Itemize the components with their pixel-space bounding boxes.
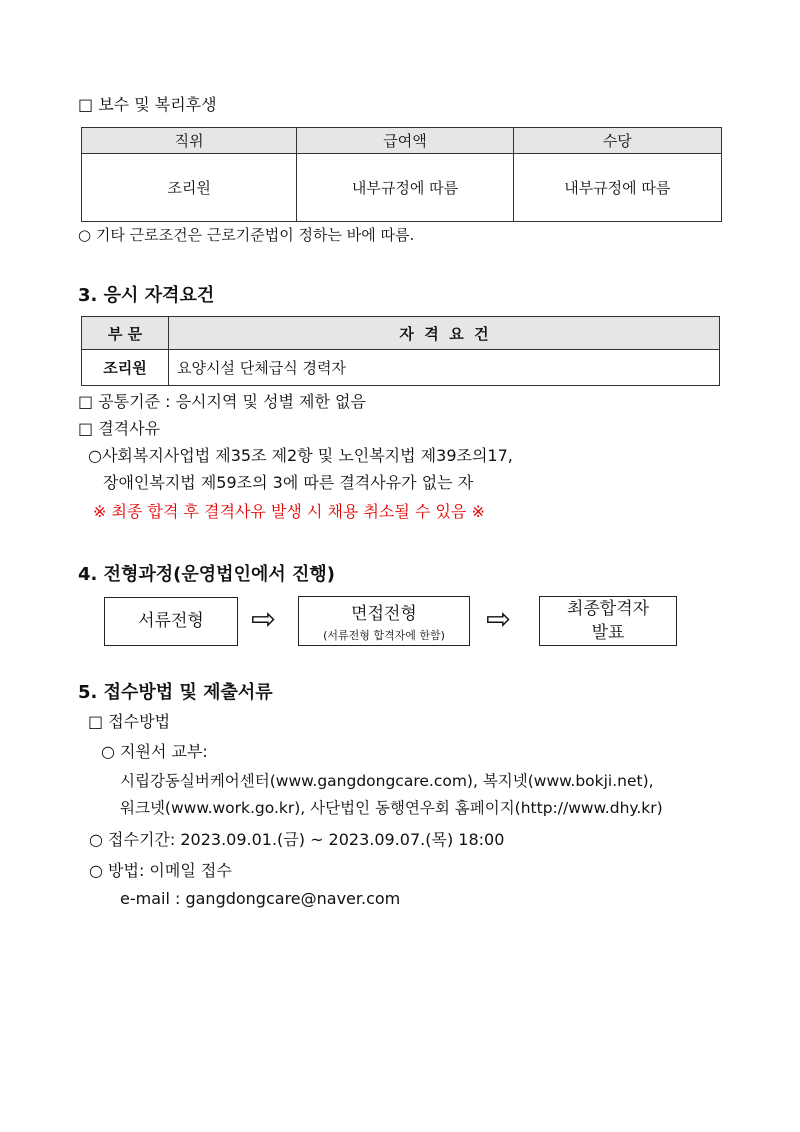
application-email: e-mail : gangdongcare@naver.com [120, 889, 401, 908]
step-interview [298, 596, 470, 646]
step-interview-label: 면접전형 [351, 604, 417, 624]
application-form-label: ○ 지원서 교부: [101, 742, 208, 761]
pay-note: ○ 기타 근로조건은 근로기준법이 정하는 바에 따름. [78, 226, 415, 244]
disqualification-line1: ○사회복지사업법 제35조 제2항 및 노인복지법 제39조의17, [88, 446, 513, 465]
qual-header-req: 자 격 요 건 [169, 317, 720, 350]
pay-header-salary: 급여액 [297, 128, 513, 154]
step-final-line1: 최종합격자 [566, 599, 650, 619]
pay-cell-position: 조리원 [82, 154, 297, 222]
step-interview-note: (서류전형 합격자에 한함) [323, 629, 445, 642]
step-final-line2: 발표 [591, 623, 625, 643]
disqualification-title: □ 결격사유 [78, 419, 161, 438]
cancellation-warning: ※ 최종 합격 후 결격사유 발생 시 채용 취소될 수 있음 ※ [93, 502, 485, 521]
arrow-right-icon: ⇨ [251, 602, 277, 637]
step-document-label: 서류전형 [138, 611, 204, 631]
pay-cell-allowance: 내부규정에 따름 [513, 154, 721, 222]
section4-heading: 4. 전형과정(운영법인에서 진행) [78, 564, 336, 585]
pay-header-position: 직위 [82, 128, 297, 154]
application-sites-line1: 시립강동실버케어센터(www.gangdongcare.com), 복지넷(www.bokji.net), [120, 772, 654, 790]
qual-header-dept: 부 문 [82, 317, 169, 350]
pay-cell-salary: 내부규정에 따름 [297, 154, 513, 222]
section5-heading: 5. 접수방법 및 제출서류 [78, 682, 273, 703]
qual-cell-req: 요양시설 단체급식 경력자 [169, 350, 720, 386]
step-document-screening [104, 597, 238, 646]
arrow-right-icon: ⇨ [486, 602, 512, 637]
disqualification-line2: 장애인복지법 제59조의 3에 따른 결격사유가 없는 자 [103, 473, 474, 492]
pay-header-allowance: 수당 [513, 128, 721, 154]
application-sites-line2: 워크넷(www.work.go.kr), 사단법인 동행연우회 홈페이지(http://www.dhy.kr) [120, 799, 663, 817]
step-final-announcement [539, 596, 677, 646]
application-method: ○ 방법: 이메일 접수 [89, 861, 232, 880]
pay-table [81, 127, 722, 222]
pay-section-title: □ 보수 및 복리후생 [78, 95, 217, 114]
qualification-table [81, 316, 720, 386]
common-criteria: □ 공통기준 : 응시지역 및 성별 제한 없음 [78, 392, 366, 411]
application-method-title: □ 접수방법 [88, 712, 171, 731]
application-period: ○ 접수기간: 2023.09.01.(금) ~ 2023.09.07.(목) 18:00 [89, 830, 505, 849]
qual-cell-dept: 조리원 [82, 350, 169, 386]
section3-heading: 3. 응시 자격요건 [78, 285, 215, 306]
